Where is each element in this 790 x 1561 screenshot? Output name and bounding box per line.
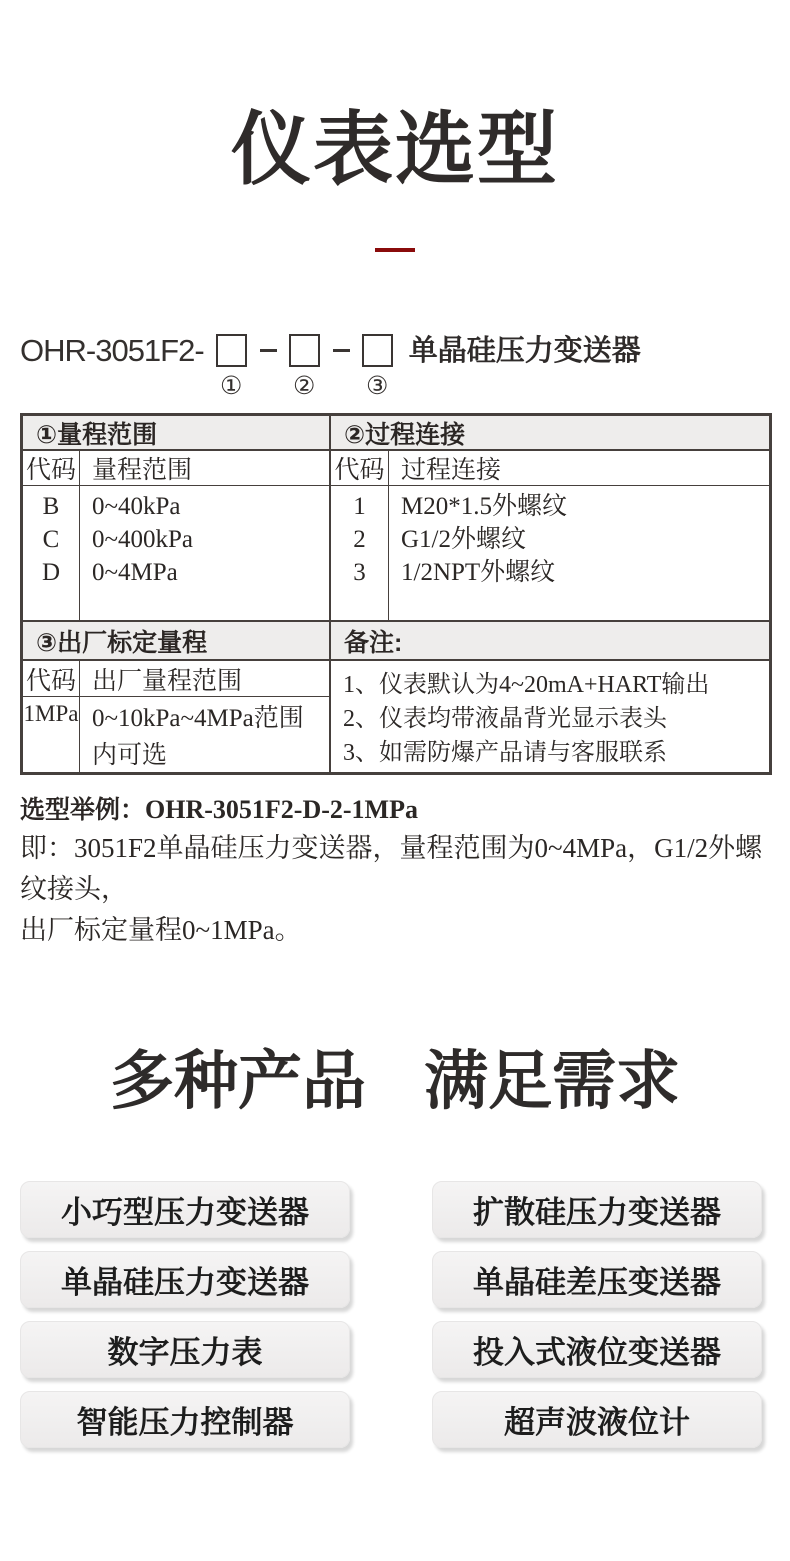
note-item: 3、如需防爆产品请与客服联系	[343, 740, 667, 766]
table-cell: D	[41, 559, 61, 586]
example-label: 选型举例：	[20, 796, 146, 824]
model-slot-1	[216, 334, 247, 401]
note-item: 2、仪表均带液晶背光显示表头	[343, 706, 667, 732]
table-cell: C	[42, 526, 60, 553]
model-slot-box-2	[289, 334, 320, 367]
note-item: 1、仪表默认为4~20mA+HART输出	[343, 672, 710, 698]
model-slot-number-3: ③	[365, 373, 389, 400]
example-line-1	[20, 792, 770, 828]
section1-values	[80, 486, 331, 622]
products-headline-left: 多种产品	[110, 1045, 366, 1117]
products-headline	[0, 1045, 790, 1117]
section3-value-header: 出厂量程范围	[80, 661, 331, 697]
section2-code-header: 代码	[331, 451, 389, 486]
model-code-line	[20, 334, 790, 401]
section3-code-header: 代码	[23, 661, 80, 697]
section1-value-header: 量程范围	[80, 451, 331, 486]
accent-dash	[375, 248, 415, 252]
notes-header: 备注:	[331, 622, 769, 661]
product-button-diffused-silicon-pressure-transmitter[interactable]: 扩散硅压力变送器	[432, 1181, 762, 1238]
products-headline-right: 满足需求	[424, 1045, 680, 1117]
spec-table	[20, 413, 772, 775]
model-separator-dash	[260, 349, 277, 352]
table-cell: 0~4MPa	[92, 559, 178, 586]
product-button-ultrasonic-level-meter[interactable]: 超声波液位计	[432, 1391, 762, 1448]
model-slot-3	[362, 334, 393, 401]
model-slot-2	[289, 334, 320, 401]
section2-value-header: 过程连接	[389, 451, 769, 486]
product-button-smart-pressure-controller[interactable]: 智能压力控制器	[20, 1391, 350, 1448]
section2-header: ②过程连接	[331, 416, 769, 451]
example-line-2: 即：3051F2单晶硅压力变送器，量程范围为0~4MPa，G1/2外螺纹接头，	[20, 833, 763, 904]
product-button-monocrystalline-silicon-pressure-transmitter[interactable]: 单晶硅压力变送器	[20, 1251, 350, 1308]
example-line-3: 出厂标定量程0~1MPa。	[20, 915, 302, 945]
selection-example	[20, 792, 770, 951]
table-cell: B	[42, 493, 60, 520]
product-button-monocrystalline-silicon-dp-transmitter[interactable]: 单晶硅差压变送器	[432, 1251, 762, 1308]
model-suffix: 单晶硅压力变送器	[408, 335, 641, 367]
table-cell: 1	[353, 493, 366, 520]
section3-value: 0~10kPa~4MPa范围内可选	[80, 697, 331, 772]
page-title: 仪表选型	[231, 105, 559, 194]
table-cell: 1/2NPT外螺纹	[401, 559, 556, 586]
product-button-submersible-level-transmitter[interactable]: 投入式液位变送器	[432, 1321, 762, 1378]
model-slot-number-1: ①	[219, 373, 243, 400]
section3-code: 1MPa	[23, 697, 80, 772]
product-button-digital-pressure-gauge[interactable]: 数字压力表	[20, 1321, 350, 1378]
product-button-compact-pressure-transmitter[interactable]: 小巧型压力变送器	[20, 1181, 350, 1238]
section1-header: ①量程范围	[23, 416, 331, 451]
model-slot-box-3	[362, 334, 393, 367]
notes-list	[331, 661, 769, 772]
table-cell: 2	[353, 526, 366, 553]
model-prefix: OHR-3051F2-	[20, 333, 204, 368]
table-cell: 0~400kPa	[92, 526, 194, 553]
model-separator-dash	[333, 349, 350, 352]
table-cell: 3	[353, 559, 366, 586]
table-cell: G1/2外螺纹	[401, 526, 527, 553]
model-slot-box-1	[216, 334, 247, 367]
product-button-grid	[20, 1181, 762, 1448]
section1-code-header: 代码	[23, 451, 80, 486]
section3-header: ③出厂标定量程	[23, 622, 331, 661]
section2-values	[389, 486, 769, 622]
model-slot-number-2: ②	[292, 373, 316, 400]
table-cell: M20*1.5外螺纹	[401, 493, 567, 520]
section1-codes	[23, 486, 80, 622]
section2-codes	[331, 486, 389, 622]
example-model-code: OHR-3051F2-D-2-1MPa	[145, 795, 418, 824]
table-cell: 0~40kPa	[92, 493, 181, 520]
